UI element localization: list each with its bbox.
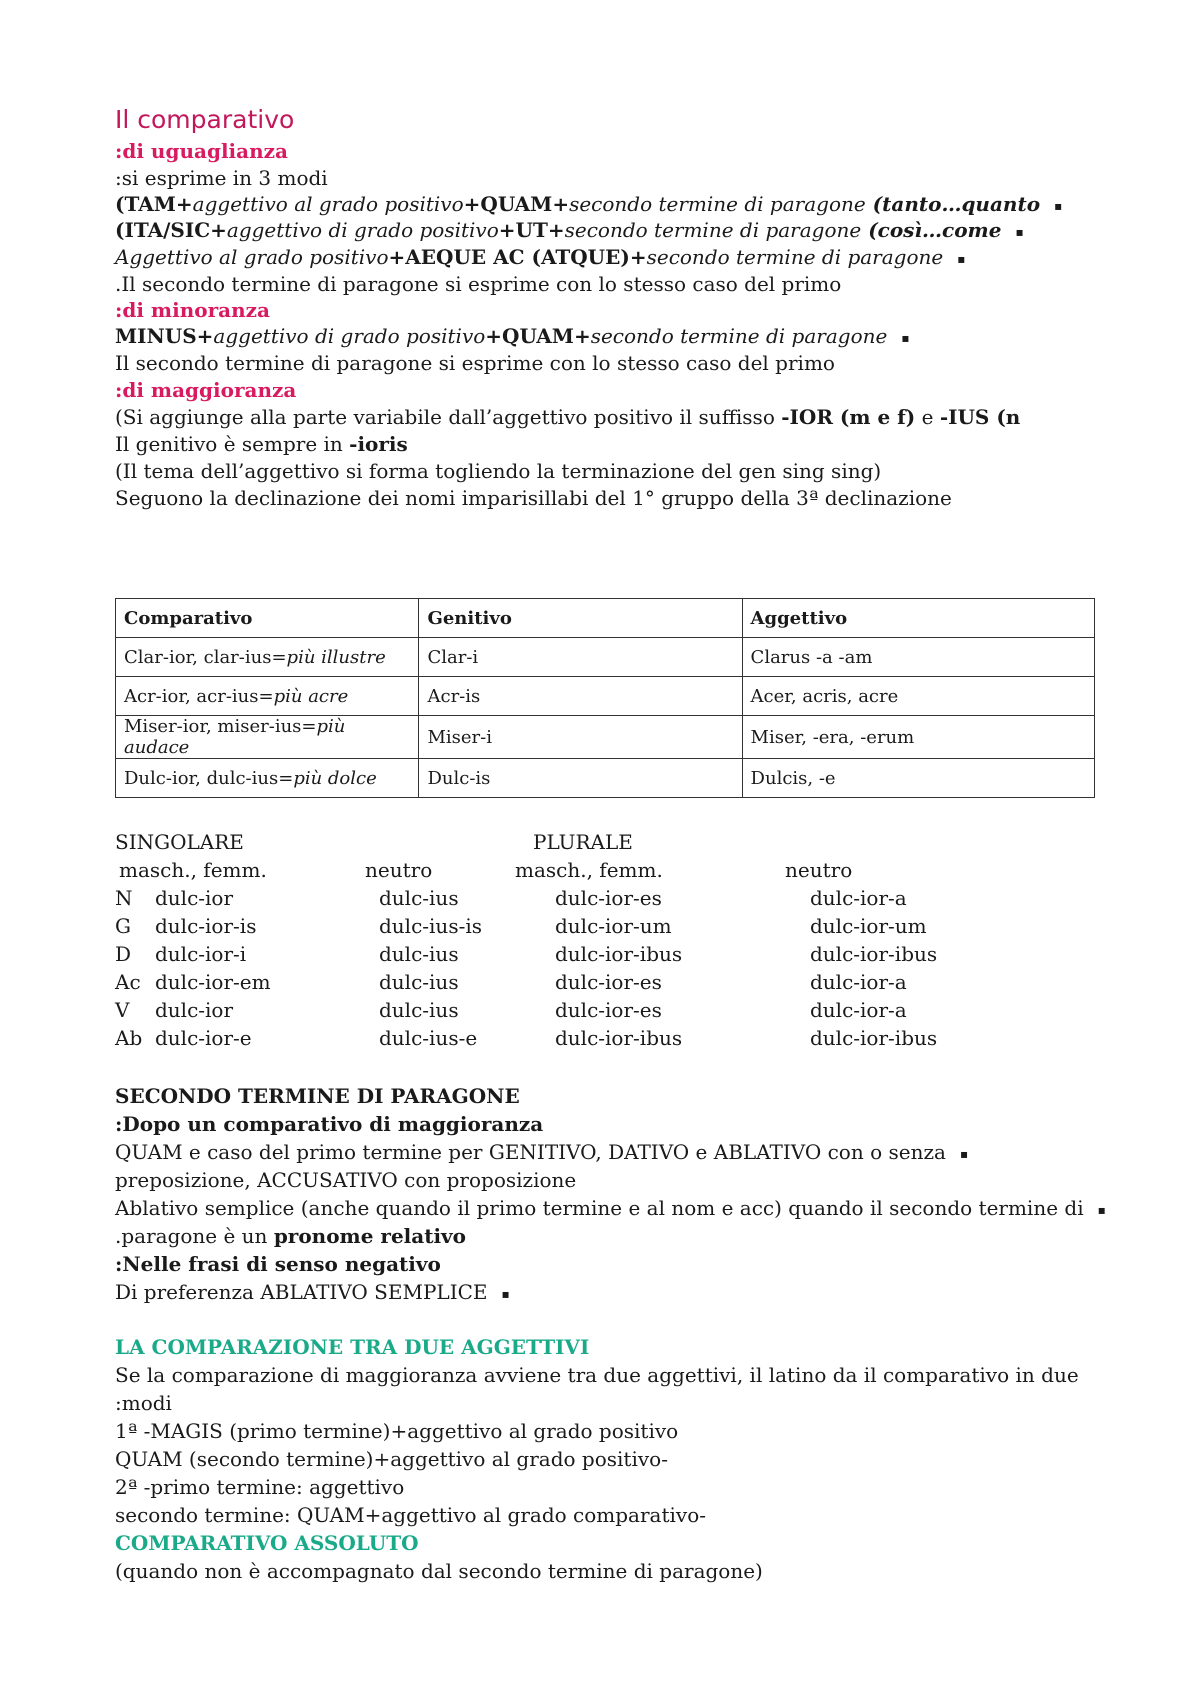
decl-cell-case: N	[115, 886, 133, 910]
decl-cell-case: D	[115, 942, 132, 966]
decl-cell-s-n: dulc-ius	[379, 998, 459, 1022]
decl-cell-s-mf: dulc-ior-em	[155, 970, 271, 994]
table-row	[116, 677, 1095, 716]
decl-singolare-label: SINGOLARE	[115, 830, 244, 854]
decl-cell-s-n: dulc-ius-is	[379, 914, 482, 938]
bullet-icon: ▪	[959, 1146, 969, 1161]
minoranza-note: Il secondo termine di paragone si esprime con lo stesso caso del primo	[115, 351, 835, 375]
due-agg-line-5: 2ª -primo termine: aggettivo	[115, 1475, 405, 1499]
table-cell-aggettivo: Clarus -a -am	[742, 638, 1094, 677]
table-cell-aggettivo: Acer, acris, acre	[742, 677, 1094, 716]
due-agg-line-2: :modi	[115, 1391, 172, 1415]
uguaglianza-mode-2: (ITA/SIC+aggettivo di grado positivo+UT+secondo termine di paragone (così…come ▪	[115, 216, 1024, 246]
maggioranza-line-1: (Si aggiunge alla parte variabile dall’aggettivo positivo il suffisso -IOR (m e f) e -IUS (n	[115, 405, 1021, 429]
maggioranza-line-4: Seguono la declinazione dei nomi imparisillabi del 1° gruppo della 3ª declinazione	[115, 486, 952, 510]
heading-comparativo-assoluto: COMPARATIVO ASSOLUTO	[115, 1531, 419, 1555]
table-cell-comparativo: Dulc-ior, dulc-ius=più dolce	[116, 759, 419, 798]
decl-cell-s-mf: dulc-ior-e	[155, 1026, 252, 1050]
decl-cell-p-n: dulc-ior-ibus	[810, 1026, 938, 1050]
decl-plurale-label: PLURALE	[533, 830, 633, 854]
maggioranza-line-2: Il genitivo è sempre in -ioris	[115, 432, 408, 456]
decl-cell-s-mf: dulc-ior	[155, 886, 234, 910]
decl-cell-p-n: dulc-ior-ibus	[810, 942, 938, 966]
bullet-icon: ▪	[957, 251, 966, 266]
due-agg-line-4: QUAM (secondo termine)+aggettivo al grado positivo-	[115, 1447, 668, 1471]
decl-cell-p-n: dulc-ior-a	[810, 970, 907, 994]
heading-minoranza: :di minoranza	[115, 298, 270, 322]
comparativo-table	[115, 598, 1095, 798]
secondo-line-4: .paragone è un pronome relativo	[115, 1224, 467, 1248]
decl-cell-s-n: dulc-ius-e	[379, 1026, 478, 1050]
bullet-icon: ▪	[1054, 198, 1063, 213]
decl-cell-case: V	[115, 998, 130, 1022]
bullet-icon: ▪	[501, 1286, 510, 1301]
uguaglianza-mode-1: (TAM+aggettivo al grado positivo+QUAM+secondo termine di paragone (tanto…quanto ▪	[115, 190, 1062, 220]
decl-sub-plur-n: neutro	[785, 858, 853, 882]
due-agg-line-6: secondo termine: QUAM+aggettivo al grado comparativo-	[115, 1503, 706, 1527]
decl-cell-case: G	[115, 914, 131, 938]
table-header: Genitivo	[419, 599, 742, 638]
due-agg-line-1: Se la comparazione di maggioranza avviene tra due aggettivi, il latino da il comparativo in due	[115, 1363, 1079, 1387]
assoluto-line-1: (quando non è accompagnato dal secondo termine di paragone)	[115, 1559, 763, 1583]
bullet-icon: ▪	[1015, 224, 1024, 239]
heading-uguaglianza: :di uguaglianza	[115, 139, 288, 163]
uguaglianza-intro: :si esprime in 3 modi	[115, 166, 328, 190]
table-cell-genitivo: Acr-is	[419, 677, 742, 716]
secondo-sub-1: :Dopo un comparativo di maggioranza	[115, 1112, 544, 1136]
decl-cell-p-n: dulc-ior-um	[810, 914, 927, 938]
table-cell-genitivo: Clar-i	[419, 638, 742, 677]
table-row	[116, 638, 1095, 677]
secondo-line-1: QUAM e caso del primo termine per GENITIVO, DATIVO e ABLATIVO con o senza ▪	[115, 1138, 968, 1168]
decl-cell-s-n: dulc-ius	[379, 970, 459, 994]
uguaglianza-note: .Il secondo termine di paragone si esprime con lo stesso caso del primo	[115, 272, 842, 296]
heading-secondo-termine: SECONDO TERMINE DI PARAGONE	[115, 1084, 520, 1108]
decl-cell-p-mf: dulc-ior-es	[555, 886, 662, 910]
decl-cell-p-n: dulc-ior-a	[810, 886, 907, 910]
table-row	[116, 759, 1095, 798]
decl-cell-s-n: dulc-ius	[379, 886, 459, 910]
heading-maggioranza: :di maggioranza	[115, 378, 297, 402]
page-title: Il comparativo	[115, 105, 295, 134]
table-header: Comparativo	[116, 599, 419, 638]
decl-cell-p-mf: dulc-ior-es	[555, 998, 662, 1022]
decl-sub-plur-mf: masch., femm.	[515, 858, 663, 882]
decl-cell-s-n: dulc-ius	[379, 942, 459, 966]
table-header-row	[116, 599, 1095, 638]
table-row	[116, 716, 1095, 759]
table-cell-comparativo: Miser-ior, miser-ius=più audace	[116, 716, 419, 759]
secondo-line-3: Ablativo semplice (anche quando il primo termine e al nom e acc) quando il secondo termine di ▪	[115, 1194, 1106, 1224]
decl-sub-sing-mf: masch., femm.	[119, 858, 267, 882]
heading-due-aggettivi: LA COMPARAZIONE TRA DUE AGGETTIVI	[115, 1335, 590, 1359]
table-cell-aggettivo: Miser, -era, -erum	[742, 716, 1094, 759]
secondo-sub-2: :Nelle frasi di senso negativo	[115, 1252, 441, 1276]
secondo-line-2: preposizione, ACCUSATIVO con proposizione	[115, 1168, 577, 1192]
table-cell-genitivo: Dulc-is	[419, 759, 742, 798]
decl-sub-sing-n: neutro	[365, 858, 433, 882]
table-cell-comparativo: Acr-ior, acr-ius=più acre	[116, 677, 419, 716]
decl-cell-p-mf: dulc-ior-ibus	[555, 942, 683, 966]
table-cell-aggettivo: Dulcis, -e	[742, 759, 1094, 798]
decl-cell-s-mf: dulc-ior-is	[155, 914, 257, 938]
maggioranza-line-3: (Il tema dell’aggettivo si forma togliendo la terminazione del gen sing sing)	[115, 459, 882, 483]
decl-cell-p-mf: dulc-ior-ibus	[555, 1026, 683, 1050]
table-cell-comparativo: Clar-ior, clar-ius=più illustre	[116, 638, 419, 677]
minoranza-formula: MINUS+aggettivo di grado positivo+QUAM+secondo termine di paragone ▪	[115, 322, 909, 352]
secondo-line-5: Di preferenza ABLATIVO SEMPLICE ▪	[115, 1278, 510, 1308]
bullet-icon: ▪	[1097, 1202, 1106, 1217]
uguaglianza-mode-3: Aggettivo al grado positivo+AEQUE AC (ATQUE)+secondo termine di paragone ▪	[115, 243, 965, 273]
decl-cell-case: Ab	[115, 1026, 143, 1050]
bullet-icon: ▪	[901, 330, 910, 345]
decl-cell-s-mf: dulc-ior-i	[155, 942, 247, 966]
decl-cell-s-mf: dulc-ior	[155, 998, 234, 1022]
decl-cell-case: Ac	[115, 970, 141, 994]
decl-cell-p-n: dulc-ior-a	[810, 998, 907, 1022]
due-agg-line-3: 1ª -MAGIS (primo termine)+aggettivo al grado positivo	[115, 1419, 679, 1443]
decl-cell-p-mf: dulc-ior-es	[555, 970, 662, 994]
table-cell-genitivo: Miser-i	[419, 716, 742, 759]
decl-cell-p-mf: dulc-ior-um	[555, 914, 672, 938]
table-header: Aggettivo	[742, 599, 1094, 638]
